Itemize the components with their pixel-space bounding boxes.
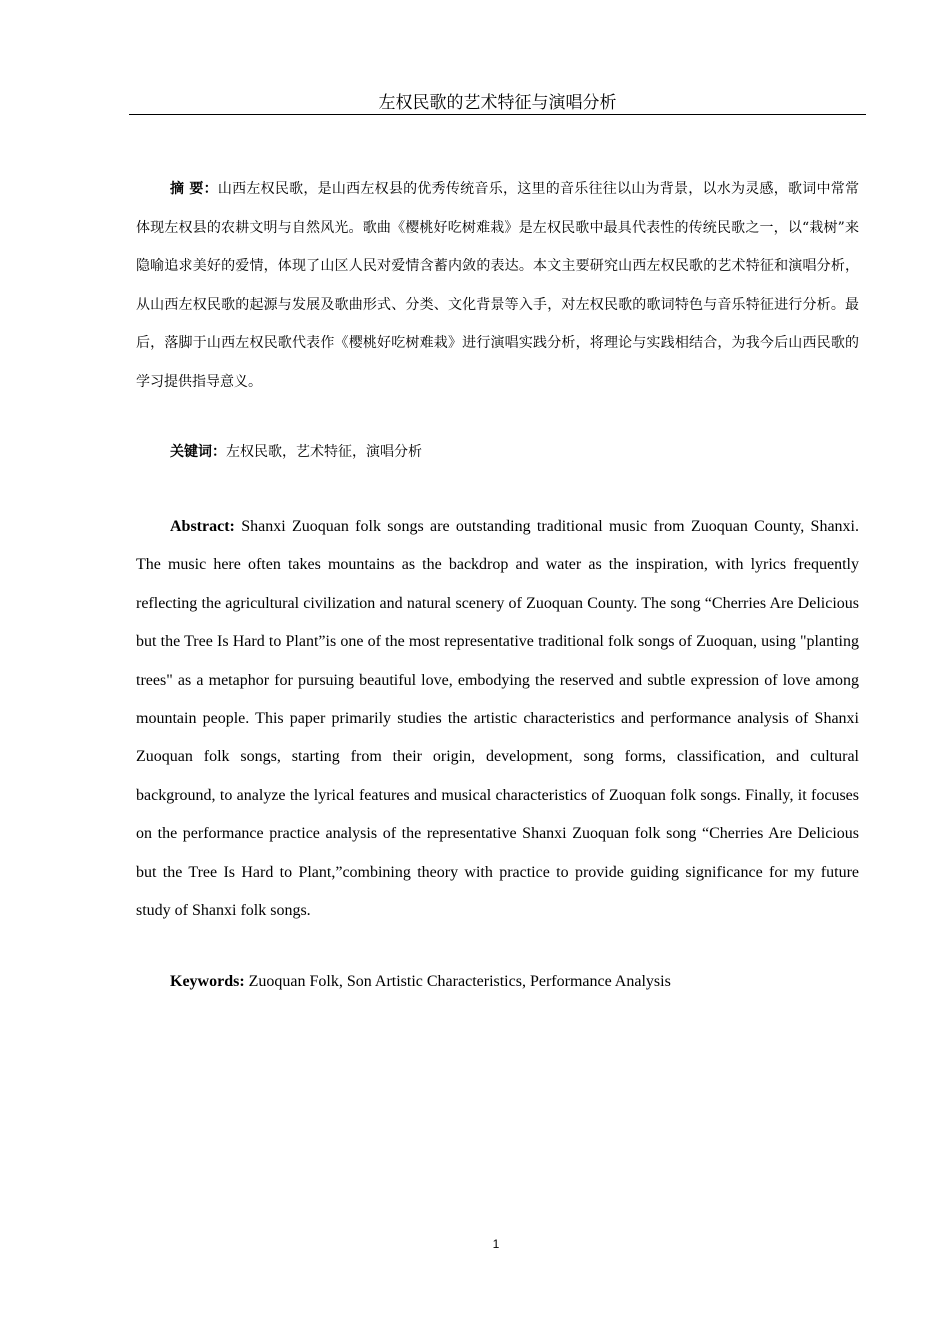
english-abstract-text: Shanxi Zuoquan folk songs are outstanding traditional music from Zuoquan County, Shanxi. The music here often takes mountains as the backdrop and water as the inspiration, with lyrics frequently reflecting the agricultural civilization and natural scenery of Zuoquan County. The song “Cherries Are Delicious but the Tree Is Hard to Plant”is one of the most representative traditional folk songs of Zuoquan, using "planting trees" as a metaphor for pursuing beautiful love, embodying the reserved and subtle expression of love among mountain people. This paper primarily studies the artistic characteristics and performance analysis of Shanxi Zuoquan folk songs, starting from their origin, development, song forms, classification, and cultural background, to analyze the lyrical features and musical characteristics of Zuoquan folk songs. Finally, it focuses on the performance practice analysis of the representative Shanxi Zuoquan folk song “Cherries Are Delicious but the Tree Is Hard to Plant,”combining theory with practice to provide guiding significance for my future study of Shanxi folk songs. (136, 518, 860, 920)
english-abstract (136, 508, 859, 930)
english-keywords-text: Zuoquan Folk, Son Artistic Characteristics, Performance Analysis (248, 973, 671, 990)
chinese-keywords-label: 关键词： (170, 444, 226, 460)
running-header-title: 左权民歌的艺术特征与演唱分析 (378, 93, 617, 113)
chinese-keywords (136, 438, 859, 466)
page-number: 1 (492, 1237, 500, 1251)
english-keywords (136, 968, 859, 996)
english-keywords-label: Keywords: (170, 973, 245, 990)
english-abstract-label: Abstract: (170, 518, 235, 535)
chinese-abstract-label: 摘 要： (170, 181, 218, 197)
chinese-keywords-text: 左权民歌，艺术特征，演唱分析 (226, 444, 422, 460)
chinese-abstract-text: 山西左权民歌，是山西左权县的优秀传统音乐，这里的音乐往往以山为背景，以水为灵感，歌词中常常体现左权县的农耕文明与自然风光。歌曲《樱桃好吃树难栽》是左权民歌中最具代表性的传统民歌之一，以“栽树”来隐喻追求美好的爱情，体现了山区人民对爱情含蓄内敛的表达。本文主要研究山西左权民歌的艺术特征和演唱分析，从山西左权民歌的起源与发展及歌曲形式、分类、文化背景等入手，对左权民歌的歌词特色与音乐特征进行分析。最后，落脚于山西左权民歌代表作《樱桃好吃树难栽》进行演唱实践分析，将理论与实践相结合，为我今后山西民歌的学习提供指导意义。 (136, 181, 860, 390)
running-header (129, 92, 866, 115)
chinese-abstract (136, 170, 859, 401)
